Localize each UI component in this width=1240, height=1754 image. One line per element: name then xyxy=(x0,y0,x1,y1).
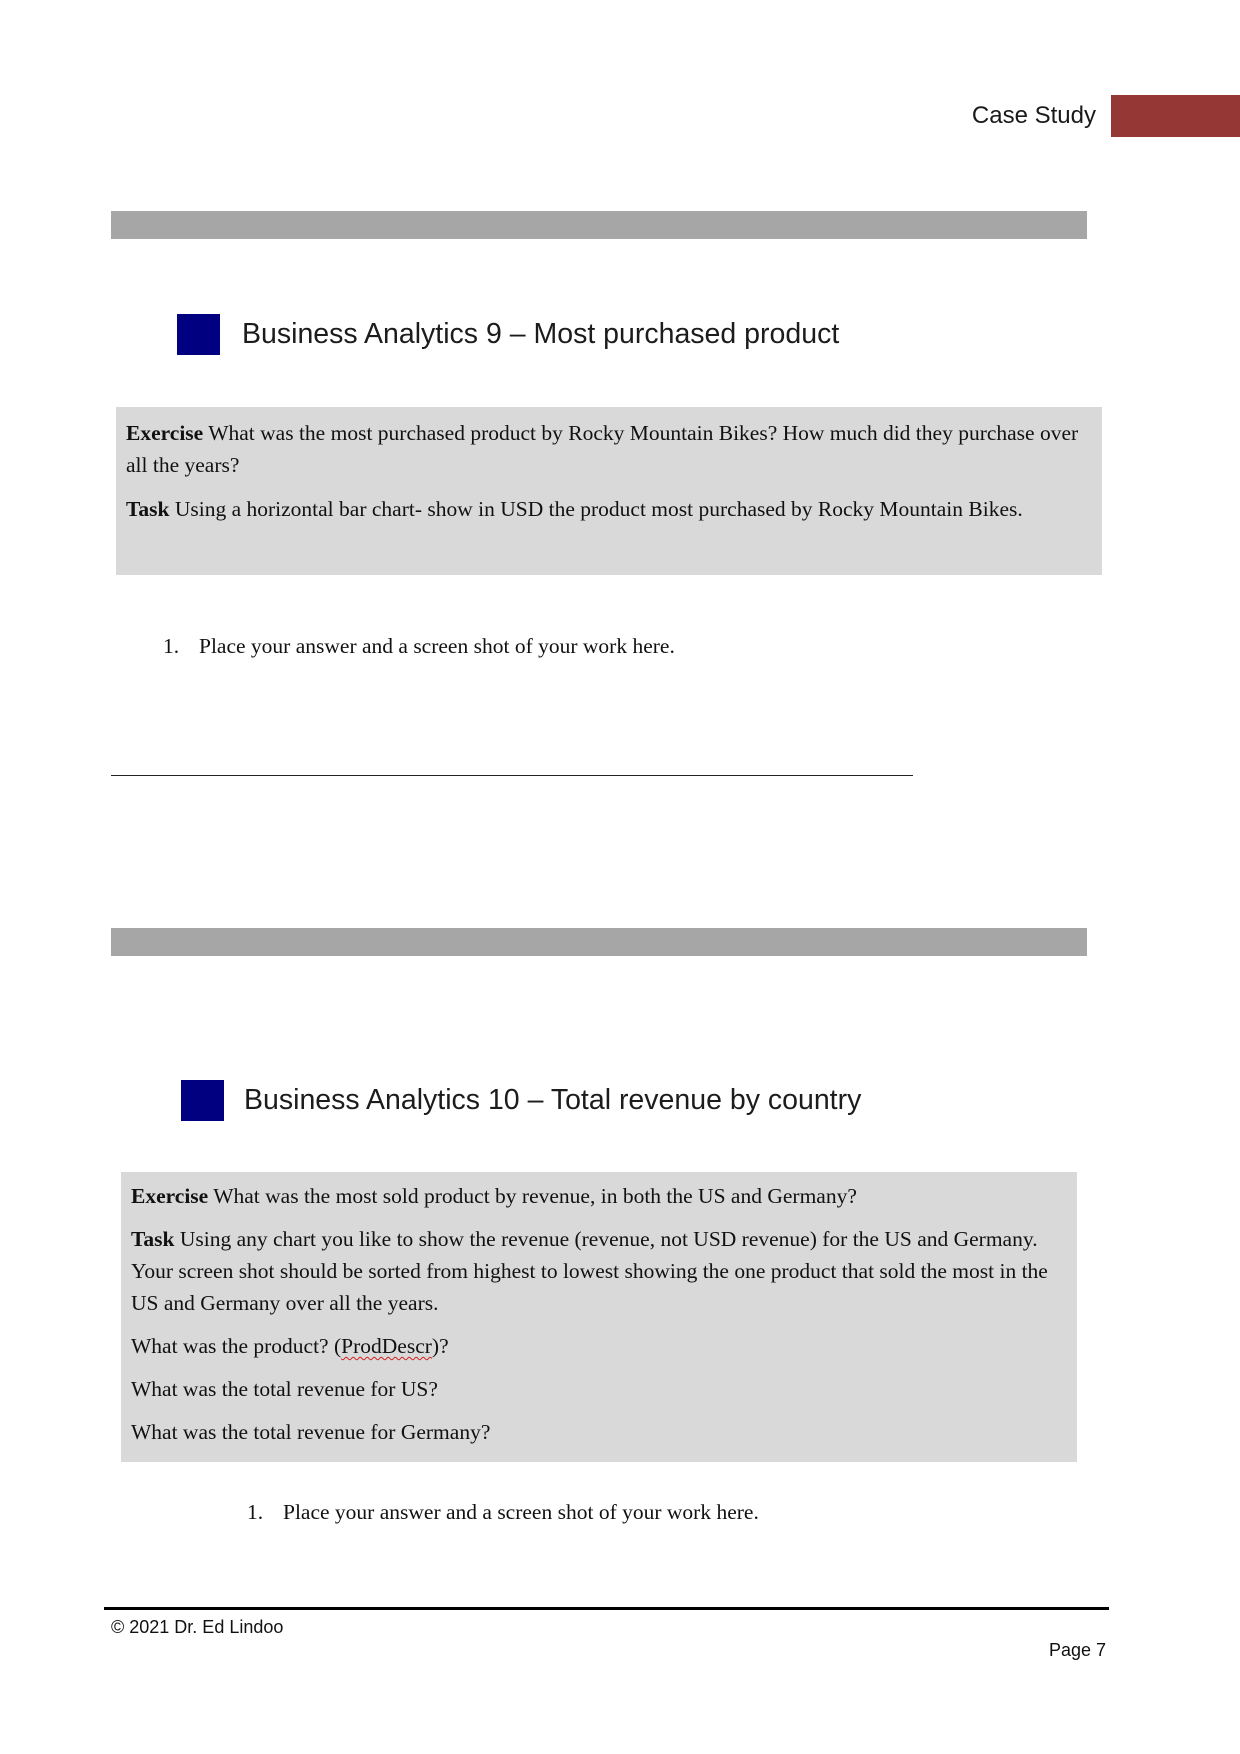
question-text-end: )? xyxy=(431,1334,449,1358)
list-number: 1. xyxy=(163,634,180,658)
exercise-box xyxy=(121,1172,1077,1462)
task-paragraph xyxy=(126,493,1092,525)
task-text: Using any chart you like to show the revenue (revenue, not USD revenue) for the US and Germany. Your screen shot should be sorted from highest to lowest showing the one product that sold the most in the US and Germany over all the years. xyxy=(131,1227,1048,1315)
header-label: Case Study xyxy=(971,102,1096,129)
field-name-term: ProdDescr xyxy=(341,1334,432,1358)
footer-copyright: © 2021 Dr. Ed Lindoo xyxy=(111,1617,284,1637)
list-item xyxy=(163,634,675,659)
question-us-revenue: What was the total revenue for US? xyxy=(131,1377,438,1401)
section-divider-bar xyxy=(111,211,1087,239)
list-number: 1. xyxy=(247,1500,264,1524)
section-title: Business Analytics 10 – Total revenue by country xyxy=(244,1084,862,1116)
exercise-text: What was the most sold product by revenue, in both the US and Germany? xyxy=(213,1184,857,1208)
list-text: Place your answer and a screen shot of your work here. xyxy=(199,634,675,658)
task-label: Task xyxy=(131,1227,175,1251)
header-accent-bar xyxy=(1111,95,1240,137)
exercise-label: Exercise xyxy=(126,421,204,445)
page-number: Page 7 xyxy=(1048,1640,1106,1660)
list-text: Place your answer and a screen shot of your work here. xyxy=(283,1500,759,1524)
task-label: Task xyxy=(126,497,170,521)
section-marker-square xyxy=(177,314,220,355)
exercise-paragraph xyxy=(131,1180,1067,1212)
task-text: Using a horizontal bar chart- show in USD the product most purchased by Rocky Mountain Bikes. xyxy=(174,497,1023,521)
question-germany-revenue: What was the total revenue for Germany? xyxy=(131,1420,491,1444)
footer-rule xyxy=(104,1607,1109,1610)
section-divider-bar xyxy=(111,928,1087,956)
task-paragraph xyxy=(131,1223,1067,1319)
section-title: Business Analytics 9 – Most purchased product xyxy=(242,318,840,350)
exercise-text: What was the most purchased product by Rocky Mountain Bikes? How much did they purchase over all the years? xyxy=(126,421,1079,477)
question-text: What was the product? ( xyxy=(131,1334,342,1358)
exercise-box xyxy=(116,407,1102,575)
exercise-paragraph xyxy=(126,417,1092,481)
list-item xyxy=(247,1500,759,1525)
exercise-label: Exercise xyxy=(131,1184,209,1208)
answer-line xyxy=(111,775,913,776)
question-product xyxy=(131,1330,1067,1362)
section-marker-square xyxy=(181,1080,224,1121)
